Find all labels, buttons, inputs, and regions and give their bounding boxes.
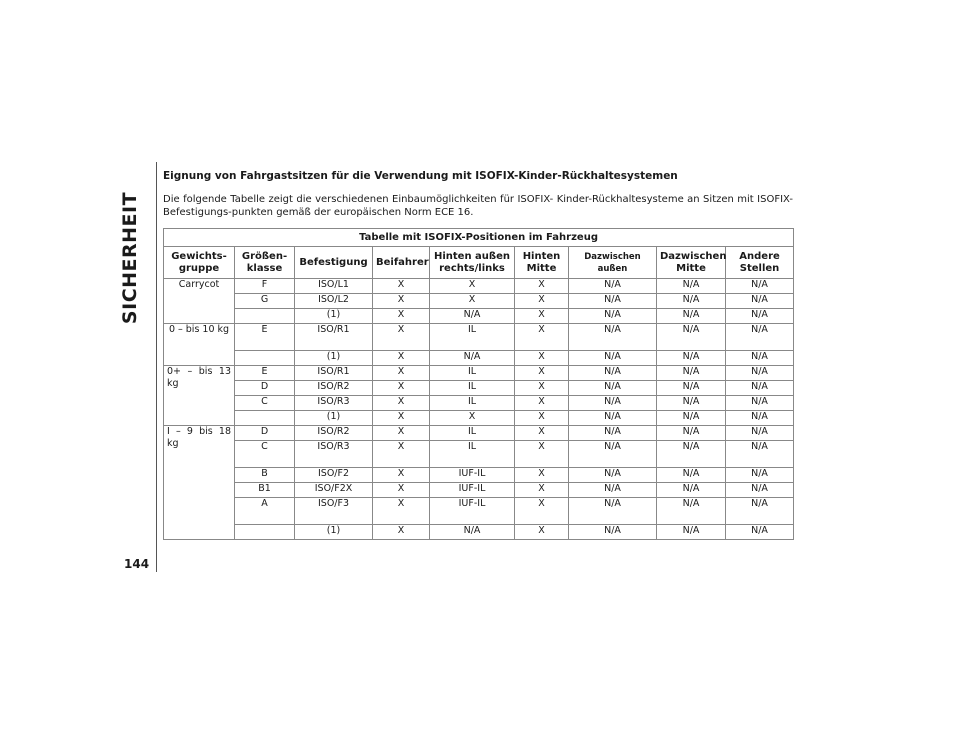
table-row [164,411,794,426]
side-divider [156,162,157,572]
cell-rear-outboard: IL [430,426,515,441]
cell-intermediate-outboard: N/A [569,324,657,351]
cell-fixture: ISO/L1 [295,279,373,294]
table-row [164,366,794,381]
cell-intermediate-center: N/A [657,294,726,309]
table-row [164,468,794,483]
cell-other: N/A [726,381,794,396]
cell-rear-outboard: X [430,279,515,294]
cell-other: N/A [726,309,794,324]
cell-intermediate-outboard: N/A [569,441,657,468]
table-row [164,381,794,396]
cell-intermediate-center: N/A [657,498,726,525]
col-header-intermediate-center: Dazwischen Mitte [657,247,726,279]
col-header-rear-outboard: Hinten außen rechts/links [430,247,515,279]
cell-other: N/A [726,411,794,426]
cell-intermediate-center: N/A [657,279,726,294]
cell-size-class: F [235,279,295,294]
cell-rear-center: X [515,441,569,468]
col-header-weight-group: Gewichts- gruppe [164,247,235,279]
cell-fixture: ISO/F3 [295,498,373,525]
cell-rear-center: X [515,411,569,426]
cell-rear-outboard: IL [430,441,515,468]
table-row [164,294,794,309]
cell-passenger: X [373,483,430,498]
cell-size-class: C [235,441,295,468]
cell-fixture: ISO/R2 [295,426,373,441]
cell-intermediate-outboard: N/A [569,411,657,426]
section-side-label: SICHERHEIT [119,191,141,325]
cell-intermediate-center: N/A [657,351,726,366]
cell-other: N/A [726,351,794,366]
cell-intermediate-center: N/A [657,525,726,540]
cell-intermediate-outboard: N/A [569,294,657,309]
cell-passenger: X [373,396,430,411]
cell-rear-outboard: X [430,294,515,309]
cell-intermediate-center: N/A [657,309,726,324]
cell-size-class: D [235,426,295,441]
cell-intermediate-center: N/A [657,426,726,441]
cell-intermediate-outboard: N/A [569,381,657,396]
cell-rear-center: X [515,498,569,525]
cell-passenger: X [373,411,430,426]
cell-passenger: X [373,498,430,525]
group-cell-0-plus: 0+ – bis 13 kg [164,366,235,426]
cell-intermediate-outboard: N/A [569,525,657,540]
cell-rear-outboard: N/A [430,351,515,366]
cell-passenger: X [373,294,430,309]
cell-rear-center: X [515,294,569,309]
cell-rear-center: X [515,366,569,381]
cell-size-class: E [235,366,295,381]
cell-rear-outboard: IL [430,396,515,411]
page-content [163,170,793,540]
cell-rear-outboard: IL [430,366,515,381]
table-header-row [164,247,794,279]
table-row [164,396,794,411]
cell-rear-center: X [515,351,569,366]
table-row [164,483,794,498]
cell-other: N/A [726,396,794,411]
cell-size-class [235,525,295,540]
cell-passenger: X [373,426,430,441]
cell-rear-center: X [515,309,569,324]
cell-passenger: X [373,525,430,540]
col-header-size-class: Größen- klasse [235,247,295,279]
cell-size-class [235,411,295,426]
cell-passenger: X [373,309,430,324]
cell-other: N/A [726,498,794,525]
cell-rear-outboard: IUF-IL [430,498,515,525]
cell-fixture: ISO/R2 [295,381,373,396]
cell-passenger: X [373,279,430,294]
table-row [164,525,794,540]
cell-rear-outboard: IUF-IL [430,468,515,483]
cell-fixture: ISO/L2 [295,294,373,309]
cell-other: N/A [726,294,794,309]
cell-size-class [235,309,295,324]
cell-intermediate-outboard: N/A [569,483,657,498]
cell-passenger: X [373,468,430,483]
cell-intermediate-outboard: N/A [569,468,657,483]
cell-rear-center: X [515,381,569,396]
group-cell-carrycot: Carrycot [164,279,235,324]
cell-intermediate-outboard: N/A [569,396,657,411]
cell-size-class: G [235,294,295,309]
table-row [164,324,794,351]
table-row [164,309,794,324]
cell-intermediate-center: N/A [657,366,726,381]
cell-rear-outboard: N/A [430,525,515,540]
cell-rear-outboard: X [430,411,515,426]
cell-fixture: ISO/R1 [295,366,373,381]
cell-intermediate-outboard: N/A [569,426,657,441]
cell-size-class [235,351,295,366]
col-header-fixture: Befestigung [295,247,373,279]
cell-fixture: (1) [295,351,373,366]
cell-intermediate-center: N/A [657,324,726,351]
cell-intermediate-center: N/A [657,411,726,426]
cell-size-class: D [235,381,295,396]
cell-other: N/A [726,468,794,483]
cell-rear-center: X [515,525,569,540]
cell-rear-center: X [515,483,569,498]
cell-fixture: (1) [295,309,373,324]
cell-fixture: (1) [295,411,373,426]
cell-passenger: X [373,441,430,468]
intro-paragraph: Die folgende Tabelle zeigt die verschiedenen Einbaumöglichkeiten für ISOFIX- Kinder-Rückhaltesysteme an Sitzen mit ISOFIX-Befestigungs-punkten gemäß der europäischen Norm ECE 16. [163,194,793,218]
page-number: 144 [124,557,150,571]
cell-rear-outboard: IL [430,324,515,351]
table-row [164,498,794,525]
cell-rear-outboard: IL [430,381,515,396]
cell-fixture: ISO/F2 [295,468,373,483]
cell-fixture: ISO/F2X [295,483,373,498]
isofix-table [163,228,794,540]
cell-rear-center: X [515,279,569,294]
cell-rear-center: X [515,396,569,411]
cell-intermediate-outboard: N/A [569,351,657,366]
table-row [164,441,794,468]
cell-intermediate-center: N/A [657,468,726,483]
cell-rear-outboard: N/A [430,309,515,324]
cell-passenger: X [373,381,430,396]
col-header-rear-center: Hinten Mitte [515,247,569,279]
cell-other: N/A [726,525,794,540]
cell-intermediate-center: N/A [657,441,726,468]
cell-rear-center: X [515,324,569,351]
cell-size-class: B [235,468,295,483]
cell-intermediate-outboard: N/A [569,498,657,525]
cell-rear-center: X [515,468,569,483]
cell-other: N/A [726,324,794,351]
cell-other: N/A [726,426,794,441]
cell-intermediate-outboard: N/A [569,279,657,294]
cell-other: N/A [726,279,794,294]
group-cell-1: I – 9 bis 18 kg [164,426,235,540]
cell-fixture: (1) [295,525,373,540]
cell-fixture: ISO/R3 [295,396,373,411]
cell-other: N/A [726,441,794,468]
cell-intermediate-center: N/A [657,381,726,396]
col-header-intermediate-outboard: Dazwischen außen [569,247,657,279]
cell-intermediate-center: N/A [657,396,726,411]
col-header-other: Andere Stellen [726,247,794,279]
table-caption: Tabelle mit ISOFIX-Positionen im Fahrzeug [164,229,794,247]
cell-passenger: X [373,351,430,366]
cell-intermediate-center: N/A [657,483,726,498]
cell-intermediate-outboard: N/A [569,309,657,324]
section-title: Eignung von Fahrgastsitzen für die Verwendung mit ISOFIX-Kinder-Rückhaltesystemen [163,170,678,182]
cell-other: N/A [726,483,794,498]
cell-size-class: B1 [235,483,295,498]
col-header-passenger: Beifahrer [373,247,430,279]
cell-size-class: A [235,498,295,525]
table-row [164,279,794,294]
table-row [164,351,794,366]
table-row [164,426,794,441]
cell-size-class: E [235,324,295,351]
cell-rear-center: X [515,426,569,441]
cell-fixture: ISO/R1 [295,324,373,351]
cell-size-class: C [235,396,295,411]
cell-rear-outboard: IUF-IL [430,483,515,498]
cell-other: N/A [726,366,794,381]
cell-fixture: ISO/R3 [295,441,373,468]
cell-passenger: X [373,366,430,381]
group-cell-0: 0 – bis 10 kg [164,324,235,366]
cell-passenger: X [373,324,430,351]
cell-intermediate-outboard: N/A [569,366,657,381]
